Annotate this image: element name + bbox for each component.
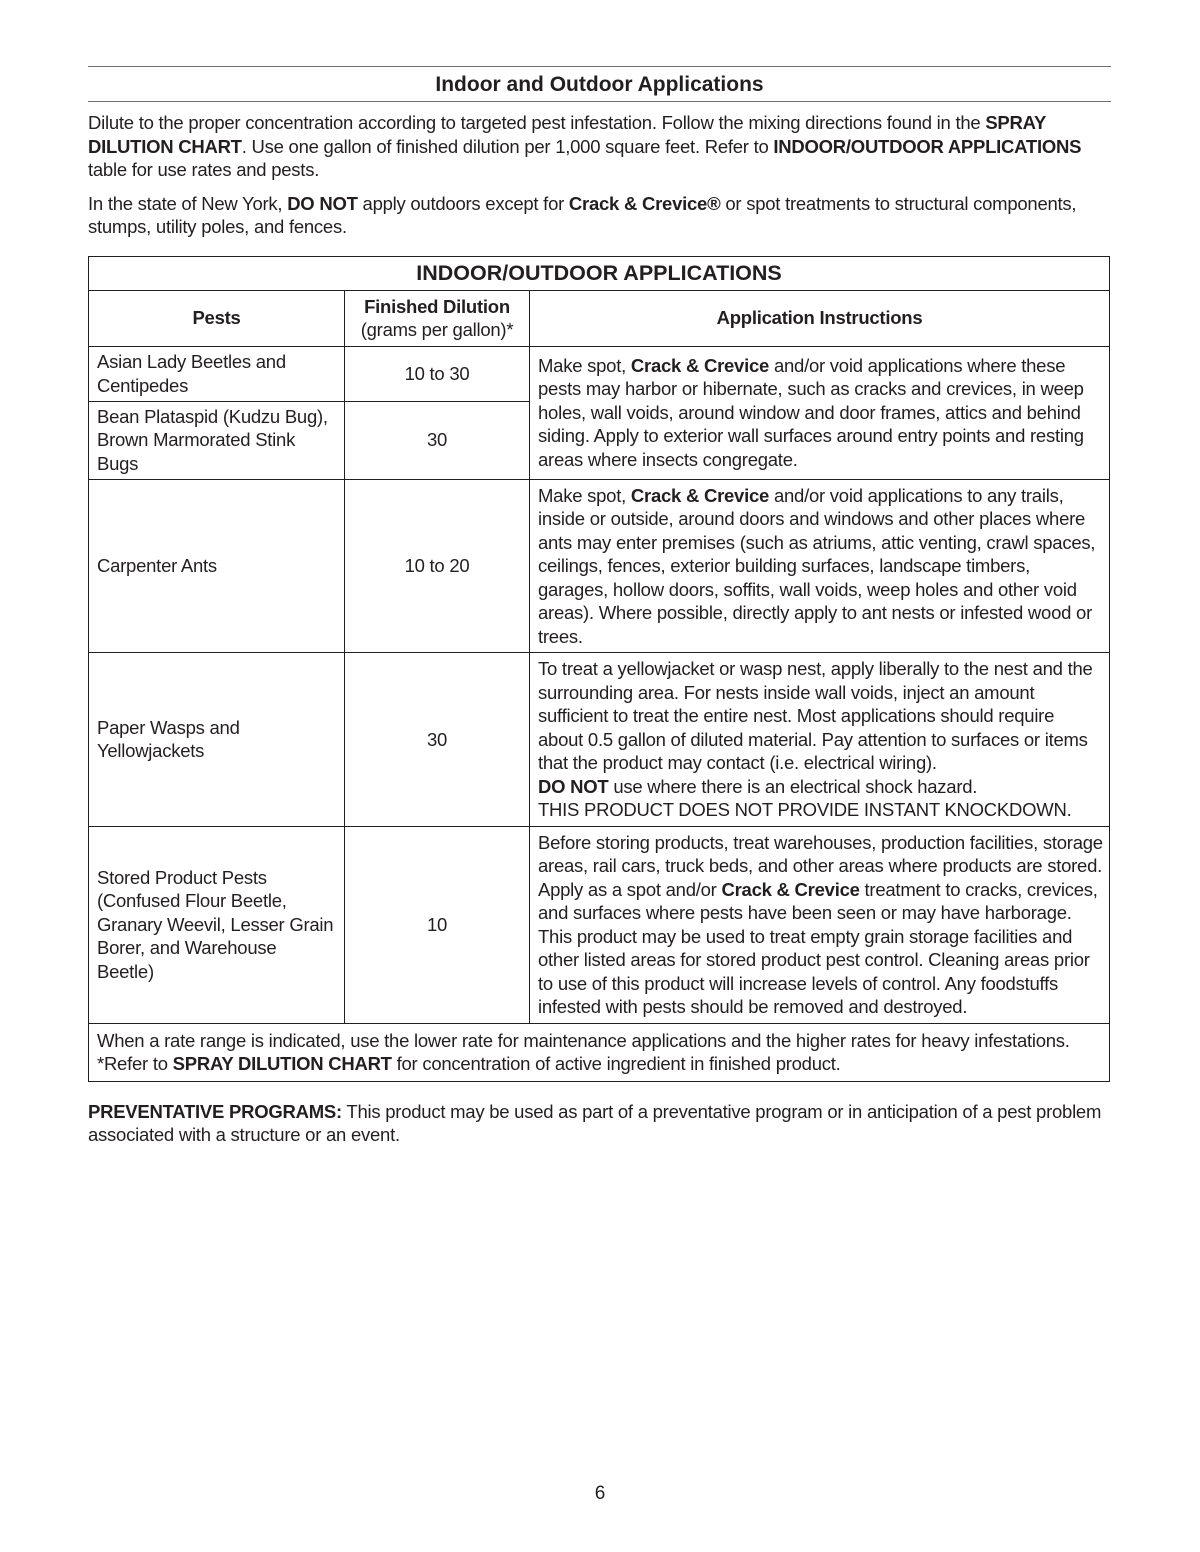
new-york-note [88, 192, 1111, 239]
section-title: Indoor and Outdoor Applications [435, 73, 764, 96]
preventative-programs [88, 1100, 1111, 1147]
table-footnote [89, 1023, 1110, 1081]
page-content [88, 66, 1111, 1147]
rate-cell: 30 [345, 653, 530, 827]
ny-text-2: apply outdoors except for [357, 192, 569, 214]
instr-text: To treat a yellowjacket or wasp nest, apply liberally to the nest and the surrounding area. For nests inside wall voids, inject an amount sufficient to treat the entire nest. Most applications should require about 0.5 gallon of diluted material. Pay attention to surfaces or items that the product may contact (i.e. electrical wiring). [538, 658, 1093, 773]
footnote-spray-chart-ref: SPRAY DILUTION CHART [172, 1053, 392, 1074]
intro-text-3: table for use rates and pests. [88, 159, 320, 180]
spray-dilution-chart-ref: SPRAY DILUTION CHART [88, 112, 1046, 157]
instr-crack-crevice: Crack & Crevice [721, 878, 860, 900]
instr-text: Before storing products, treat warehouses, production facilities, storage areas, rail cars, truck beds, and other areas where products are stored. Apply as a spot and/or [538, 831, 1103, 900]
table-title-row [89, 256, 1110, 290]
footnote-rate-range: When a rate range is indicated, use the lower rate for maintenance applications and the higher rates for heavy infestations. [97, 1029, 1070, 1051]
instruction-cell [530, 826, 1110, 1023]
preventative-text: This product may be used as part of a preventative program or in anticipation of a pest problem associated with a structure or an event. [88, 1100, 1102, 1145]
instruction-cell [530, 479, 1110, 653]
header-pests: Pests [89, 290, 345, 346]
instr-text: and/or void applications where these pests may harbor or hibernate, such as cracks and crevices, in weep holes, wall voids, around window and door frames, attics and behind siding. Apply to exterior wall surfaces around entry points and resting areas where insects congregate. [538, 354, 1084, 470]
ny-text-1: In the state of New York, [88, 192, 288, 214]
pest-cell: Paper Wasps and Yellowjackets [89, 653, 345, 827]
instr-text: Make spot, [538, 354, 631, 376]
rate-cell: 10 [345, 826, 530, 1023]
footnote-text: for concentration of active ingredient in finished product. [391, 1053, 841, 1074]
instr-crack-crevice: Crack & Crevice [630, 484, 770, 506]
table-row [89, 653, 1110, 827]
intro-text-2: . Use one gallon of finished dilution per 1,000 square feet. Refer to [241, 135, 774, 157]
header-dilution-unit: (grams per gallon)* [360, 319, 514, 340]
ny-do-not: DO NOT [287, 192, 358, 214]
pest-cell: Carpenter Ants [89, 479, 345, 653]
instr-do-not: DO NOT [538, 775, 609, 797]
rate-cell: 10 to 30 [345, 346, 530, 401]
table-header-row [89, 290, 1110, 346]
ny-text-3: or spot treatments to structural components, stumps, utility poles, and fences. [88, 192, 1077, 237]
header-dilution-label: Finished Dilution [364, 295, 510, 317]
pest-cell: Bean Plataspid (Kudzu Bug), Brown Marmorated Stink Bugs [89, 401, 345, 479]
rate-cell: 30 [345, 401, 530, 479]
instr-text: use where there is an electrical shock hazard. [608, 775, 978, 797]
table-footnote-row [89, 1023, 1110, 1081]
table-row [89, 479, 1110, 653]
instr-knockdown-warning: THIS PRODUCT DOES NOT PROVIDE INSTANT KNOCKDOWN. [538, 799, 1072, 820]
pest-cell: Asian Lady Beetles and Centipedes [89, 346, 345, 401]
instruction-cell [530, 653, 1110, 827]
rate-cell: 10 to 20 [345, 479, 530, 653]
intro-paragraph [88, 111, 1111, 182]
header-dilution [345, 290, 530, 346]
page-number: 6 [594, 1483, 606, 1504]
table-row [89, 826, 1110, 1023]
header-instructions: Application Instructions [530, 290, 1110, 346]
ny-crack-crevice: Crack & Crevice® [568, 192, 721, 214]
instr-text: treatment to cracks, crevices, and surfaces where pests have been seen or may have harborage. This product may be used to treat empty grain storage facilities and other listed areas for stored product pest control. Cleaning areas prior to use of this product will increase levels of control. Any foodstuffs infested with pests should be removed and destroyed. [538, 878, 1098, 1017]
title-rule [88, 101, 1111, 102]
instr-text: Make spot, [538, 484, 631, 506]
instruction-cell [530, 346, 1110, 479]
table-title: INDOOR/OUTDOOR APPLICATIONS [89, 256, 1110, 290]
indoor-outdoor-ref: INDOOR/OUTDOOR APPLICATIONS [773, 135, 1082, 157]
footnote-text: *Refer to [97, 1053, 173, 1074]
intro-text-1: Dilute to the proper concentration according to targeted pest infestation. Follow the mixing directions found in the [88, 112, 986, 133]
instr-crack-crevice: Crack & Crevice [630, 354, 770, 376]
applications-table [88, 256, 1110, 1082]
pest-cell: Stored Product Pests (Confused Flour Beetle, Granary Weevil, Lesser Grain Borer, and Warehouse Beetle) [89, 826, 345, 1023]
instr-text: and/or void applications to any trails, inside or outside, around doors and windows and other places where ants may enter premises (such as atriums, attic venting, crawl spaces, ceilings, fences, exterior building surfaces, landscape timbers, garages, hollow doors, soffits, wall voids, weep holes and other void areas). Where possible, directly apply to ant nests or infested wood or trees. [538, 484, 1096, 647]
preventative-heading: PREVENTATIVE PROGRAMS: [88, 1100, 342, 1122]
table-row [89, 346, 1110, 401]
